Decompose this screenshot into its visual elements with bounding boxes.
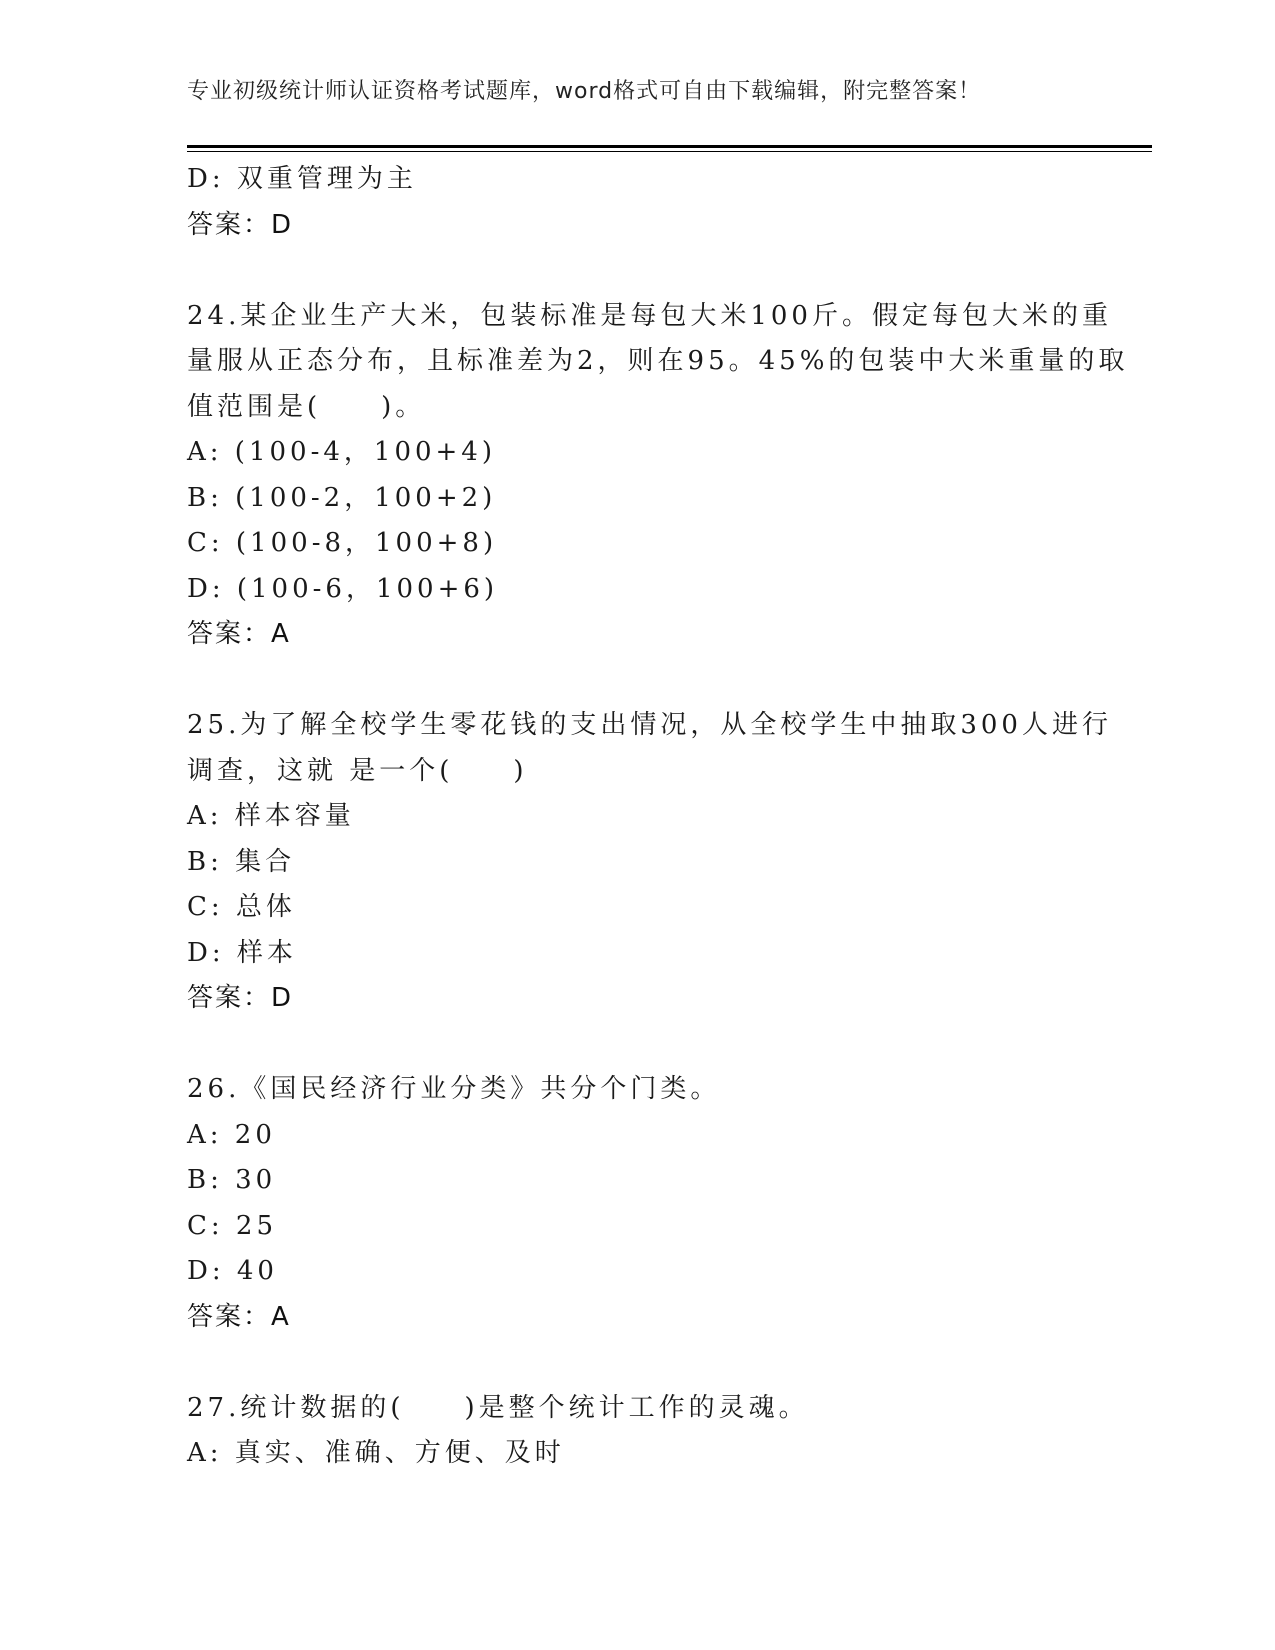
answer-line: 答案：A (187, 619, 291, 649)
option-c: C: 25 (187, 1210, 278, 1241)
option-d: D: 样本 (187, 937, 297, 968)
spacer (187, 658, 1087, 704)
question-content (187, 157, 1129, 1477)
question-stem-line: 26.《国民经济行业分类》共分个门类。 (187, 1074, 721, 1104)
option-b: B: (100-2，100+2) (187, 482, 497, 513)
spacer (187, 248, 1087, 294)
question-stem-line: 量服从正态分布，且标准差为2，则在95。45%的包装中大米重量的取 (187, 346, 1129, 376)
question-25 (187, 703, 1112, 1022)
question-stem-line: 值范围是( )。 (187, 391, 426, 422)
option-c: C: 总体 (187, 892, 296, 922)
option-d: D: 40 (187, 1256, 278, 1286)
option-d: D: 双重管理为主 (187, 164, 417, 194)
option-a: A: 真实、准确、方便、及时 (187, 1438, 565, 1468)
option-a: A: (100-4，100+4) (187, 437, 496, 467)
option-d: D: (100-6，100+6) (187, 573, 499, 604)
answer-line: 答案：D (187, 983, 294, 1013)
question-stem-line: 调查，这就 是一个( ) (187, 755, 528, 786)
spacer (187, 1022, 1087, 1068)
option-a: A: 20 (187, 1119, 276, 1150)
option-b: B: 集合 (187, 846, 296, 877)
question-27 (187, 1386, 1087, 1477)
question-stem-line: 24.某企业生产大米，包装标准是每包大米100斤。假定每包大米的重 (187, 300, 1112, 331)
option-b: B: 30 (187, 1165, 277, 1195)
option-c: C: (100-8，100+8) (187, 528, 498, 558)
spacer (187, 1340, 1087, 1386)
answer-line: 答案：A (187, 1301, 291, 1332)
question-stem-line: 27.统计数据的( )是整个统计工作的灵魂。 (187, 1392, 809, 1423)
header-rule-thick (187, 145, 1152, 148)
question-26 (187, 1067, 1087, 1340)
page-header: 专业初级统计师认证资格考试题库，word格式可自由下载编辑，附完整答案！ (187, 79, 982, 104)
header-rule-thin (187, 151, 1152, 152)
question-stem-line: 25.为了解全校学生零花钱的支出情况，从全校学生中抽取300人进行 (187, 710, 1112, 740)
option-a: A: 样本容量 (187, 801, 355, 831)
answer-line: 答案：D (187, 209, 294, 240)
question-24 (187, 294, 1129, 658)
